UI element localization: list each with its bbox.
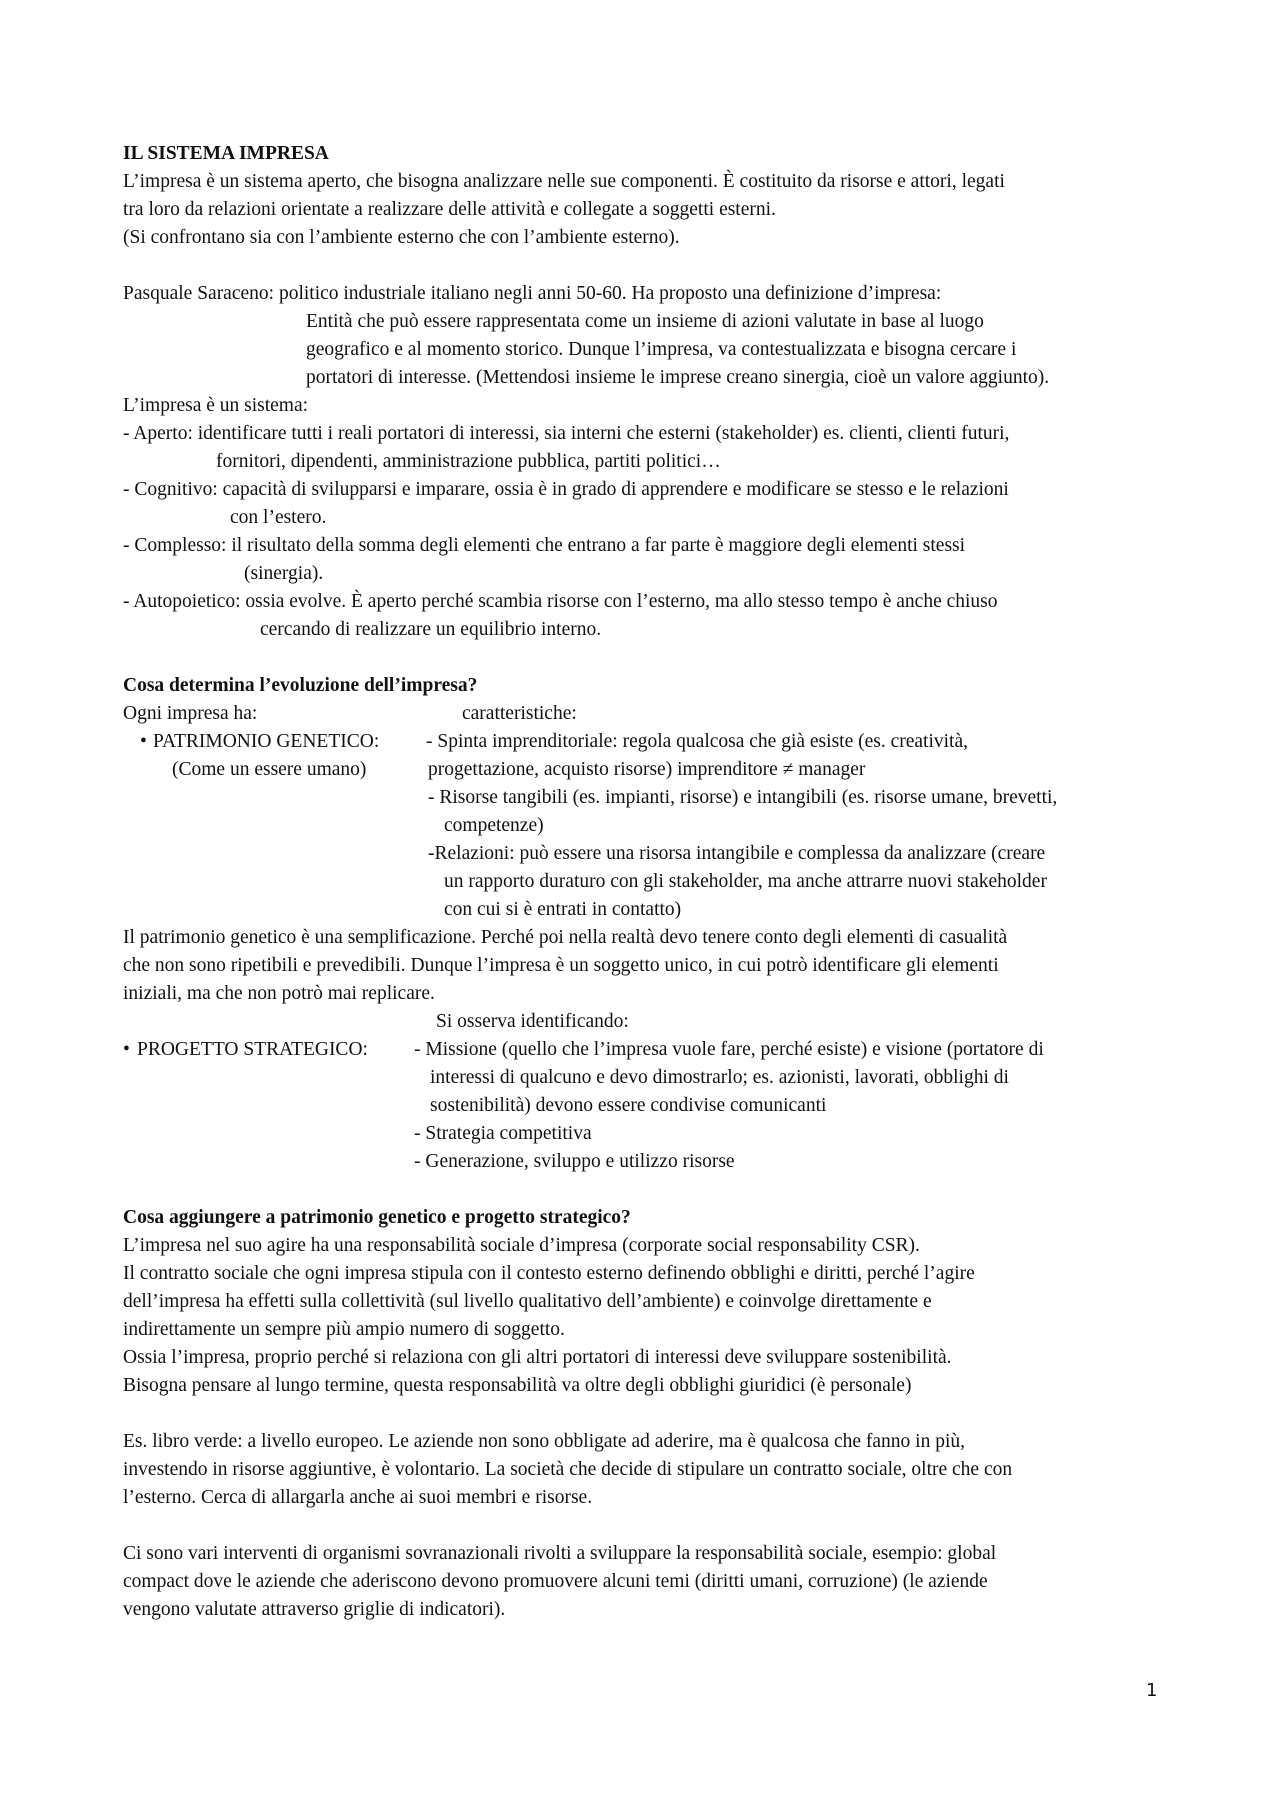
genetic-heritage-line: - Spinta imprenditoriale: regola qualcosa che già esiste (es. creatività, xyxy=(426,731,969,752)
evolution-features: caratteristiche: xyxy=(462,703,577,724)
observed-by: Si osserva identificando: xyxy=(436,1011,629,1032)
strategic-project-line: interessi di qualcuno e devo dimostrarlo; es. azionisti, lavorati, obblighi di xyxy=(430,1067,1009,1088)
genetic-heritage-line: un rapporto duraturo con gli stakeholder, ma anche attrarre nuovi stakeholder xyxy=(444,871,1047,892)
csr-line: Ossia l’impresa, proprio perché si relaziona con gli altri portatori di interessi deve sviluppare sostenibilità. xyxy=(123,1347,952,1368)
strategic-project-line: - Generazione, sviluppo e utilizzo risorse xyxy=(414,1151,735,1172)
intro-line: (Si confrontano sia con l’ambiente esterno che con l’ambiente esterno). xyxy=(123,227,680,248)
system-item-open-cont: fornitori, dipendenti, amministrazione pubblica, partiti politici… xyxy=(216,451,721,472)
page-number: 1 xyxy=(1146,1680,1158,1701)
global-compact-line: Ci sono vari interventi di organismi sovranazionali rivolti a sviluppare la responsabilità sociale, esempio: global xyxy=(123,1543,997,1564)
genetic-heritage-line: competenze) xyxy=(444,815,544,836)
system-item-autopoietic-cont: cercando di realizzare un equilibrio interno. xyxy=(260,619,602,640)
csr-line: Il contratto sociale che ogni impresa stipula con il contesto esterno definendo obblighi e diritti, perché l’agire xyxy=(123,1263,975,1284)
csr-heading: Cosa aggiungere a patrimonio genetico e progetto strategico? xyxy=(123,1207,631,1228)
genetic-heritage-note: (Come un essere umano) xyxy=(172,759,367,780)
bullet: • xyxy=(123,1039,130,1060)
strategic-project-line: - Strategia competitiva xyxy=(414,1123,592,1144)
evolution-every-company: Ogni impresa ha: xyxy=(123,703,258,724)
genetic-heritage-line: -Relazioni: può essere una risorsa intangibile e complessa da analizzare (creare xyxy=(428,843,1046,864)
genetic-heritage-label: PATRIMONIO GENETICO: xyxy=(153,731,380,752)
green-book-line: investendo in risorse aggiuntive, è volontario. La società che decide di stipulare un contratto sociale, oltre che con xyxy=(123,1459,1013,1480)
csr-line: indirettamente un sempre più ampio numero di soggetto. xyxy=(123,1319,565,1340)
strategic-project-label: PROGETTO STRATEGICO: xyxy=(137,1039,368,1060)
global-compact-line: vengono valutate attraverso griglie di indicatori). xyxy=(123,1599,506,1620)
evolution-heading: Cosa determina l’evoluzione dell’impresa? xyxy=(123,675,478,696)
global-compact-line: compact dove le aziende che aderiscono devono promuovere alcuni temi (diritti umani, corruzione) (le aziende xyxy=(123,1571,988,1592)
saraceno-line: Pasquale Saraceno: politico industriale italiano negli anni 50-60. Ha proposto una definizione d’impresa: xyxy=(123,283,942,304)
system-item-complex-cont: (sinergia). xyxy=(244,563,324,584)
genetic-summary-line: che non sono ripetibili e prevedibili. Dunque l’impresa è un soggetto unico, in cui potrò identificare gli elementi xyxy=(123,955,999,976)
green-book-line: l’esterno. Cerca di allargarla anche ai suoi membri e risorse. xyxy=(123,1487,593,1508)
strategic-project-line: - Missione (quello che l’impresa vuole fare, perché esiste) e visione (portatore di xyxy=(414,1039,1044,1060)
genetic-heritage-line: con cui si è entrati in contatto) xyxy=(444,899,682,920)
system-intro: L’impresa è un sistema: xyxy=(123,395,309,416)
intro-line: tra loro da relazioni orientate a realizzare delle attività e collegate a soggetti esterni. xyxy=(123,199,776,220)
genetic-heritage-line: progettazione, acquisto risorse) imprenditore ≠ manager xyxy=(428,759,866,780)
system-item-cognitive: - Cognitivo: capacità di svilupparsi e imparare, ossia è in grado di apprendere e modificare se stesso e le relazioni xyxy=(123,479,1009,500)
bullet: • xyxy=(140,731,147,752)
strategic-project-line: sostenibilità) devono essere condivise comunicanti xyxy=(430,1095,827,1116)
csr-line: Bisogna pensare al lungo termine, questa responsabilità va oltre degli obblighi giuridici (è personale) xyxy=(123,1375,912,1396)
genetic-summary-line: iniziali, ma che non potrò mai replicare. xyxy=(123,983,435,1004)
green-book-line: Es. libro verde: a livello europeo. Le aziende non sono obbligate ad aderire, ma è qualcosa che fanno in più, xyxy=(123,1431,965,1452)
saraceno-definition-line: portatori di interesse. (Mettendosi insieme le imprese creano sinergia, cioè un valore aggiunto). xyxy=(306,367,1050,388)
intro-line: L’impresa è un sistema aperto, che bisogna analizzare nelle sue componenti. È costituito da risorse e attori, legati xyxy=(123,171,1005,192)
csr-line: L’impresa nel suo agire ha una responsabilità sociale d’impresa (corporate social responsability CSR). xyxy=(123,1235,920,1256)
document-title: IL SISTEMA IMPRESA xyxy=(123,143,329,164)
genetic-heritage-line: - Risorse tangibili (es. impianti, risorse) e intangibili (es. risorse umane, brevetti, xyxy=(428,787,1058,808)
saraceno-definition-line: geografico e al momento storico. Dunque l’impresa, va contestualizzata e bisogna cercare i xyxy=(306,339,1017,360)
system-item-autopoietic: - Autopoietico: ossia evolve. È aperto perché scambia risorse con l’esterno, ma allo stesso tempo è anche chiuso xyxy=(123,591,998,612)
saraceno-definition-line: Entità che può essere rappresentata come un insieme di azioni valutate in base al luogo xyxy=(306,311,984,332)
system-item-cognitive-cont: con l’estero. xyxy=(230,507,327,528)
genetic-summary-line: Il patrimonio genetico è una semplificazione. Perché poi nella realtà devo tenere conto degli elementi di casualità xyxy=(123,927,1008,948)
system-item-open: - Aperto: identificare tutti i reali portatori di interessi, sia interni che esterni (stakeholder) es. clienti, clienti futuri, xyxy=(123,423,1010,444)
csr-line: dell’impresa ha effetti sulla collettività (sul livello qualitativo dell’ambiente) e coinvolge direttamente e xyxy=(123,1291,932,1312)
system-item-complex: - Complesso: il risultato della somma degli elementi che entrano a far parte è maggiore degli elementi stessi xyxy=(123,535,966,556)
